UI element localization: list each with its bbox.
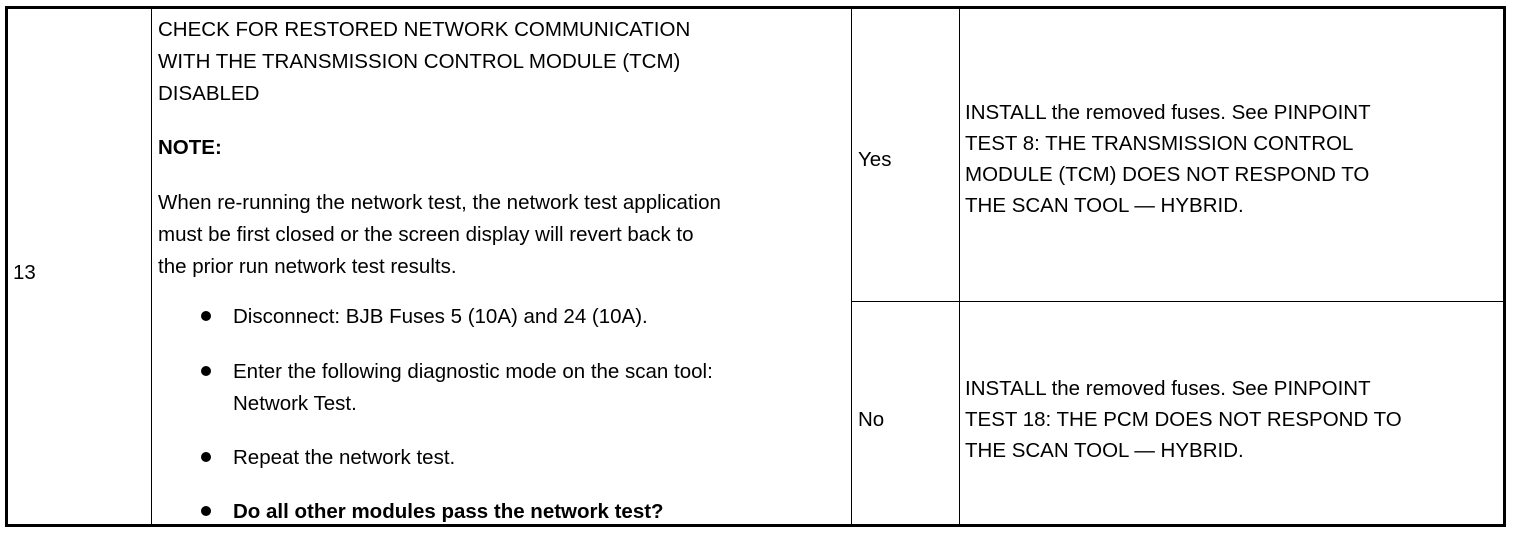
answer-yes: Yes — [858, 148, 892, 171]
bullet-text: Disconnect: BJB Fuses 5 (10A) and 24 (10A). — [233, 305, 648, 328]
action-line: THE SCAN TOOL — HYBRID. — [965, 439, 1244, 462]
step-title-line: DISABLED — [158, 82, 260, 105]
bullet-text: Repeat the network test. — [233, 446, 456, 469]
bullet-icon — [201, 366, 211, 376]
step-title-line: WITH THE TRANSMISSION CONTROL MODULE (TCM) — [158, 50, 681, 73]
column-divider — [851, 9, 852, 524]
action-line: INSTALL the removed fuses. See PINPOINT — [965, 377, 1371, 400]
step-title-line: CHECK FOR RESTORED NETWORK COMMUNICATION — [158, 18, 691, 41]
bullet-text: Enter the following diagnostic mode on the scan tool: — [233, 360, 713, 383]
action-line: INSTALL the removed fuses. See PINPOINT — [965, 101, 1371, 124]
column-divider — [959, 9, 960, 524]
bullet-icon — [201, 452, 211, 462]
bullet-text: Network Test. — [233, 392, 357, 415]
action-line: TEST 8: THE TRANSMISSION CONTROL — [965, 132, 1354, 155]
row-divider — [851, 301, 1503, 302]
question-text: Do all other modules pass the network test? — [233, 500, 664, 523]
note-text-line: When re-running the network test, the network test application — [158, 191, 721, 214]
action-line: TEST 18: THE PCM DOES NOT RESPOND TO — [965, 408, 1402, 431]
column-divider — [151, 9, 152, 524]
answer-no: No — [858, 408, 885, 431]
note-text-line: the prior run network test results. — [158, 255, 457, 278]
action-line: THE SCAN TOOL — HYBRID. — [965, 194, 1244, 217]
bullet-icon — [201, 311, 211, 321]
pinpoint-test-table — [5, 6, 1506, 527]
action-line: MODULE (TCM) DOES NOT RESPOND TO — [965, 163, 1370, 186]
note-label: NOTE: — [158, 136, 222, 159]
bullet-icon — [201, 506, 211, 516]
note-text-line: must be first closed or the screen display will revert back to — [158, 223, 694, 246]
step-number: 13 — [13, 261, 36, 284]
